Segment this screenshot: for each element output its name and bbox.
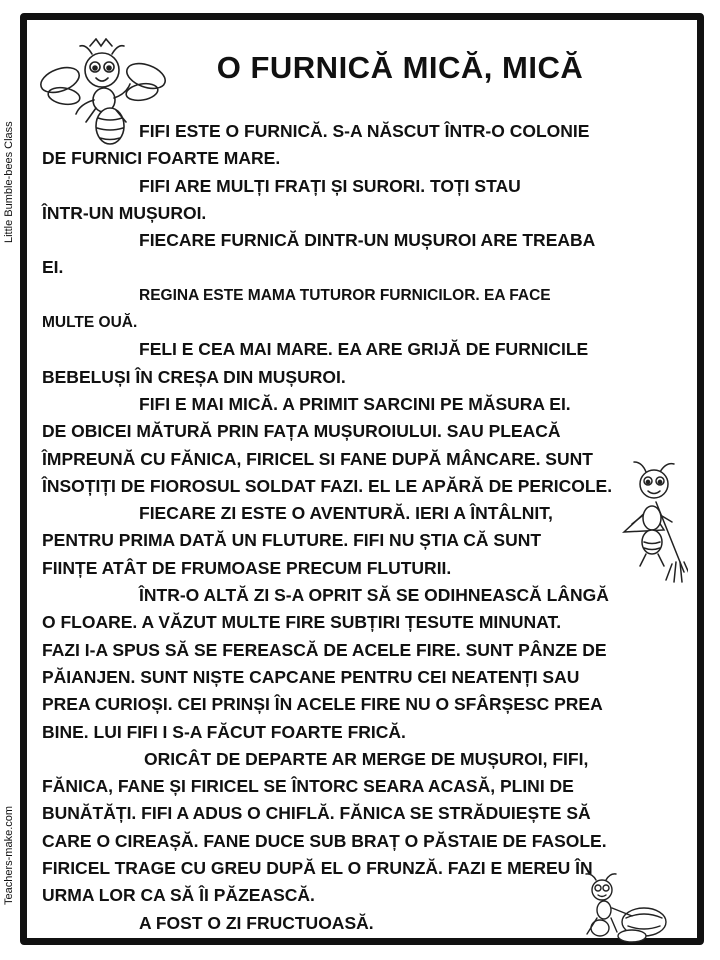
story-line: FIINȚE ATÂT DE FRUMOASE PRECUM FLUTURII. <box>42 557 452 578</box>
ant-carrying-food-icon <box>578 872 674 944</box>
ant-with-broom-icon <box>612 458 688 586</box>
story-line: A FOST O ZI FRUCTUOASĂ. <box>139 912 374 933</box>
story-line: ORICÂT DE DEPARTE AR MERGE DE MUȘUROI, FIFI, <box>144 748 589 769</box>
story-line: PREA CURIOȘI. CEI PRINȘI ÎN ACELE FIRE NU O SFÂRȘESC PREA <box>42 694 603 715</box>
story-line: PENTRU PRIMA DATĂ UN FLUTURE. FIFI NU ȘTIA CĂ SUNT <box>42 530 542 551</box>
story-line: EI. <box>42 257 64 278</box>
story-line: FIECARE FURNICĂ DINTR-UN MUȘUROI ARE TREABA <box>139 230 596 251</box>
story-line: DE OBICEI MĂTURĂ PRIN FAȚA MUȘUROIULUI. SAU PLEACĂ <box>42 421 561 442</box>
story-line: URMA LOR CA SĂ ÎI PĂZEASCĂ. <box>42 885 315 906</box>
story-line: FIFI ARE MULȚI FRAȚI ȘI SURORI. TOȚI STAU <box>139 175 521 196</box>
story-line: BUNĂTĂȚI. FIFI A ADUS O CHIFLĂ. FĂNICA SE STRĂDUIEȘTE SĂ <box>42 803 591 824</box>
story-text <box>42 118 642 937</box>
story-line: O FLOARE. A VĂZUT MULTE FIRE SUBȚIRI ȚESUTE MINUNAT. <box>42 612 562 633</box>
story-line: CARE O CIREAȘĂ. FANE DUCE SUB BRAȚ O PĂSTAIE DE FASOLE. <box>42 830 607 851</box>
story-line: FIFI ESTE O FURNICĂ. S-A NĂSCUT ÎNTR-O COLONIE <box>139 121 590 141</box>
story-line: BINE. LUI FIFI I S-A FĂCUT FOARTE FRICĂ. <box>42 721 406 742</box>
story-line: FELI E CEA MAI MARE. EA ARE GRIJĂ DE FURNICILE <box>139 339 589 360</box>
story-line: ÎNSOȚIȚI DE FIOROSUL SOLDAT FAZI. EL LE APĂRĂ DE PERICOLE. <box>42 475 613 496</box>
story-line: FIFI E MAI MICĂ. A PRIMIT SARCINI PE MĂSURA EI. <box>139 393 571 414</box>
website-label: Teachers-make.com <box>3 805 15 905</box>
story-line: FĂNICA, FANE ȘI FIRICEL SE ÎNTORC SEARA ACASĂ, PLINI DE <box>42 776 574 797</box>
page-title: O FURNICĂ MICĂ, MICĂ <box>216 50 584 85</box>
story-line: REGINA ESTE MAMA TUTUROR FURNICILOR. EA FACE <box>139 286 551 304</box>
story-line: ÎNTR-O ALTĂ ZI S-A OPRIT SĂ SE ODIHNEASCĂ LÂNGĂ <box>139 585 609 606</box>
story-line: PĂIANJEN. SUNT NIȘTE CAPCANE PENTRU CEI NEATENȚI SAU <box>42 666 580 687</box>
story-line: BEBELUȘI ÎN CREȘA DIN MUȘUROI. <box>42 366 346 387</box>
story-line: FAZI I-A SPUS SĂ SE FEREASCĂ DE ACELE FIRE. SUNT PÂNZE DE <box>42 639 607 660</box>
story-line: MULTE OUĂ. <box>42 314 138 332</box>
story-line: ÎNTR-UN MUȘUROI. <box>42 202 207 223</box>
story-line: ÎMPREUNĂ CU FĂNICA, FIRICEL SI FANE DUPĂ MÂNCARE. SUNT <box>42 448 593 469</box>
class-label: Little Bumble-bees Class <box>3 121 15 243</box>
story-line: FIECARE ZI ESTE O AVENTURĂ. IERI A ÎNTÂLNIT, <box>139 503 553 524</box>
story-line: FIRICEL TRAGE CU GREU DUPĂ EL O FRUNZĂ. FAZI E MEREU ÎN <box>42 858 593 879</box>
story-line: DE FURNICI FOARTE MARE. <box>42 148 281 169</box>
